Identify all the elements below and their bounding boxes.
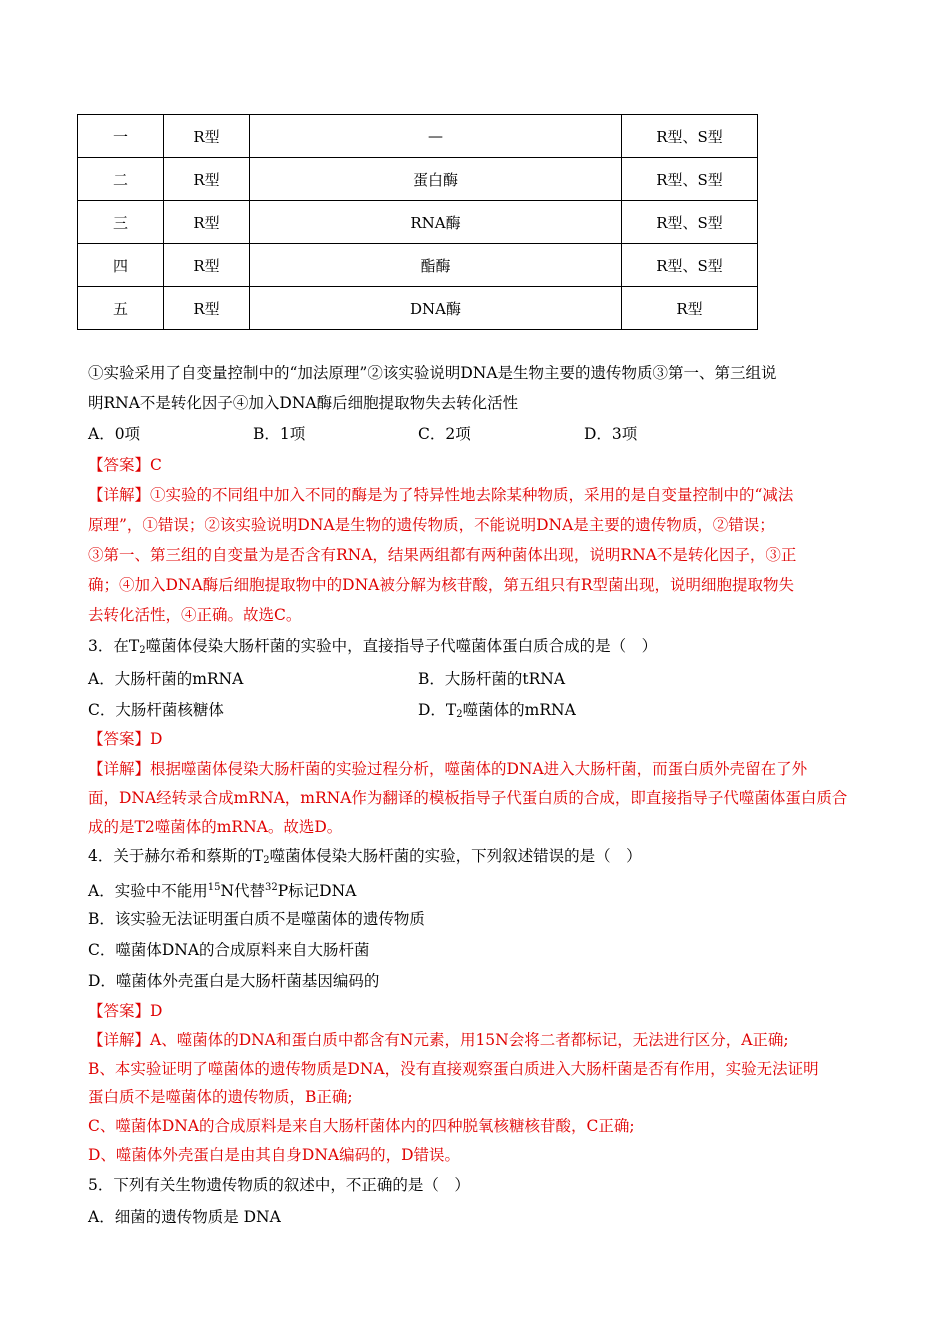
- cell-type-cell: R型: [164, 201, 250, 244]
- treatment-cell: 酯酶: [250, 244, 622, 287]
- q4-explanation-line-4: C、噬菌体DNA的合成原料是来自大肠杆菌体内的四种脱氧核糖核苷酸，C正确;: [88, 1117, 635, 1135]
- q4-stem: 4．关于赫尔希和蔡斯的$T_2$噬菌体侵染大肠杆菌的实验，下列叙述错误的是（ ）: [88, 847, 642, 866]
- q3-explanation-line-1: 【详解】根据噬菌体侵染大肠杆菌的实验过程分析，噬菌体的DNA进入大肠杆菌，而蛋白质外壳留在了外: [88, 760, 808, 778]
- q3-option-d: D．$T_2$噬菌体的mRNA: [418, 701, 576, 720]
- group-cell: 四: [78, 244, 164, 287]
- cell-type-cell: R型: [164, 115, 250, 158]
- q2-explanation-line-4: 确；④加入DNA酶后细胞提取物中的DNA被分解为核苷酸，第五组只有R型菌出现，说明细胞提取物失: [88, 576, 795, 594]
- q2-explanation-line-1: 【详解】①实验的不同组中加入不同的酶是为了特异性地去除某种物质，采用的是自变量控制中的“减法: [88, 486, 794, 504]
- q4-option-a: A．实验中不能用$^{15}$N代替$^{32}$P标记DNA: [88, 882, 357, 900]
- q3-answer: 【答案】D: [88, 730, 163, 748]
- result-cell: R型: [622, 287, 758, 330]
- q2-statement-line-1: ①实验采用了自变量控制中的“加法原理”②该实验说明DNA是生物主要的遗传物质③第一、第三组说: [88, 364, 777, 382]
- q2-option-c: C．2项: [418, 425, 471, 443]
- cell-type-cell: R型: [164, 287, 250, 330]
- q4-answer: 【答案】D: [88, 1002, 163, 1020]
- q3-option-a: A．大肠杆菌的mRNA: [88, 670, 244, 688]
- table-row: [78, 115, 758, 158]
- result-cell: R型、S型: [622, 201, 758, 244]
- q4-option-d: D．噬菌体外壳蛋白是大肠杆菌基因编码的: [88, 972, 380, 990]
- group-cell: 三: [78, 201, 164, 244]
- q2-option-a: A．0项: [88, 425, 141, 443]
- q4-explanation-line-1: 【详解】A、噬菌体的DNA和蛋白质中都含有N元素，用15N会将二者都标记，无法进行区分，A正确;: [88, 1031, 789, 1049]
- q5-stem: 5．下列有关生物遗传物质的叙述中，不正确的是（ ）: [88, 1176, 470, 1194]
- q2-explanation-line-5: 去转化活性，④正确。故选C。: [88, 606, 302, 624]
- q3-option-b: B．大肠杆菌的tRNA: [418, 670, 566, 688]
- table-row: [78, 287, 758, 330]
- q4-explanation-line-3: 蛋白质不是噬菌体的遗传物质，B正确;: [88, 1088, 353, 1106]
- q2-option-b: B．1项: [253, 425, 306, 443]
- result-cell: R型、S型: [622, 244, 758, 287]
- cell-type-cell: R型: [164, 244, 250, 287]
- group-cell: 五: [78, 287, 164, 330]
- result-cell: R型、S型: [622, 158, 758, 201]
- group-cell: 二: [78, 158, 164, 201]
- cell-type-cell: R型: [164, 158, 250, 201]
- q4-option-b: B．该实验无法证明蛋白质不是噬菌体的遗传物质: [88, 910, 425, 928]
- experiment-table: [77, 114, 758, 330]
- q2-statement-line-2: 明RNA不是转化因子④加入DNA酶后细胞提取物失去转化活性: [88, 394, 519, 412]
- q2-explanation-line-2: 原理”，①错误；②该实验说明DNA是生物的遗传物质，不能说明DNA是主要的遗传物质，②错误；: [88, 516, 775, 534]
- result-cell: R型、S型: [622, 115, 758, 158]
- treatment-cell: RNA酶: [250, 201, 622, 244]
- q5-option-a: A．细菌的遗传物质是 DNA: [88, 1208, 281, 1226]
- q4-explanation-line-5: D、噬菌体外壳蛋白是由其自身DNA编码的，D错误。: [88, 1146, 461, 1164]
- table-row: [78, 244, 758, 287]
- q3-explanation-line-2: 面，DNA经转录合成mRNA，mRNA作为翻译的模板指导子代蛋白质的合成，即直接指导子代噬菌体蛋白质合: [88, 789, 848, 807]
- treatment-cell: 蛋白酶: [250, 158, 622, 201]
- q2-answer: 【答案】C: [88, 456, 162, 474]
- table-row: [78, 201, 758, 244]
- q3-stem: 3．在$T_2$噬菌体侵染大肠杆菌的实验中，直接指导子代噬菌体蛋白质合成的是（ ）: [88, 637, 658, 656]
- group-cell: 一: [78, 115, 164, 158]
- treatment-cell: DNA酶: [250, 287, 622, 330]
- q4-option-c: C．噬菌体DNA的合成原料来自大肠杆菌: [88, 941, 370, 959]
- q3-explanation-line-3: 成的是T2噬菌体的mRNA。故选D。: [88, 818, 343, 836]
- q2-explanation-line-3: ③第一、第三组的自变量为是否含有RNA，结果两组都有两种菌体出现，说明RNA不是转化因子，③正: [88, 546, 797, 564]
- q3-option-c: C．大肠杆菌核糖体: [88, 701, 224, 719]
- q4-explanation-line-2: B、本实验证明了噬菌体的遗传物质是DNA，没有直接观察蛋白质进入大肠杆菌是否有作用，实验无法证明: [88, 1060, 819, 1078]
- treatment-cell: —: [250, 115, 622, 158]
- table-row: [78, 158, 758, 201]
- q2-option-d: D．3项: [584, 425, 638, 443]
